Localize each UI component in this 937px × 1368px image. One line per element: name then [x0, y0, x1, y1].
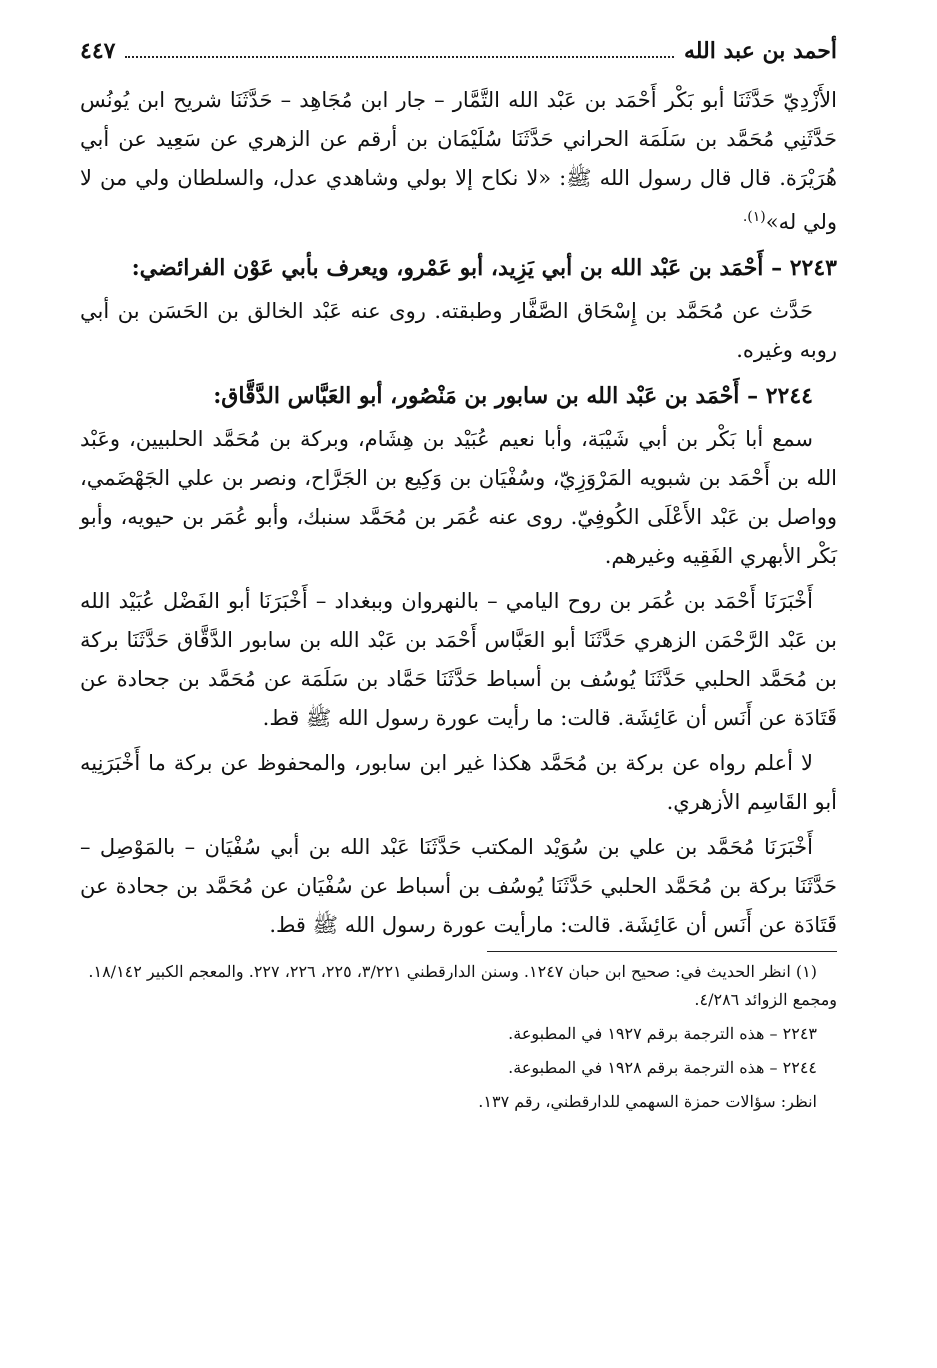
paragraph-hadith-1-text: الأَزْدِيّ حَدَّثَنَا أبو بَكْر أَحْمَد بن عَبْد الله التَّمَّار – جار ابن مُجَاهِد – حَدَّثَنَا شريح ابن يُونُس حَدَّثَنِي مُحَمَّد بن سَلَمَة الحراني حَدَّثَنَا سُلَيْمَان بن أرقم عن الزهري عن سَعِيد عن أبي هُرَيْرَة. قال قال رسول الله ﷺ: «لا نكاح إلا بولي وشاهدي عدل، والسلطان ولي من لا ولي له» — [80, 88, 837, 234]
entry-2244-heading: ٢٢٤٤ – أَحْمَد بن عَبْد الله بن سابور بن مَنْصُور، أبو العَبَّاس الدَّقَّاق: — [213, 383, 813, 409]
running-title: أحمد بن عبد الله — [683, 38, 837, 64]
footnote-2244: ٢٢٤٤ – هذه الترجمة برقم ١٩٢٨ في المطبوعة. — [508, 1058, 817, 1077]
entry-2244-isnad-1: أَخْبَرَنَا أَحْمَد بن عُمَر بن روح اليامي – بالنهروان وببغداد – أَخْبَرَنَا أبو الفَضْل عُبَيْد الله بن عَبْد الرَّحْمَن الزهري حَدَّثَنَا أبو العَبَّاس أَحْمَد بن عَبْد الله بن سابور الدَّقَّاق حَدَّثَنَا بركة بن مُحَمَّد الحلبي حَدَّثَنَا يُوسُف بن أسباط حَدَّثَنَا حَمَّاد بن سَلَمَة عن مُحَمَّد بن جحادة عن قَتَادَة عن أَنَس أن عَائِشَة. قالت: ما رأيت عورة رسول الله ﷺ قط. — [80, 589, 837, 730]
footnote-marker-1: (١). — [742, 209, 766, 225]
entry-2244-isnad-2: أَخْبَرَنَا مُحَمَّد بن علي بن سُوَيْد المكتب حَدَّثَنَا عَبْد الله بن أبي سُفْيَان – بالمَوْصِل – حَدَّثَنَا بركة بن مُحَمَّد الحلبي حَدَّثَنَا يُوسُف بن أسباط عن سُفْيَان عن مُحَمَّد بن جحادة عن قَتَادَة عن أَنَس أن عَائِشَة. قالت: مارأيت عورة رسول الله ﷺ قط. — [80, 835, 837, 937]
footnotes — [80, 958, 837, 1116]
footnote-2243: ٢٢٤٣ – هذه الترجمة برقم ١٩٢٧ في المطبوعة. — [508, 1024, 817, 1043]
running-header — [80, 38, 837, 81]
entry-2244-comment: لا أعلم رواه عن بركة بن مُحَمَّد هكذا غير ابن سابور، والمحفوظ عن بركة ما أَخْبَرَنِيه أبو القَاسِم الأزهري. — [80, 751, 837, 814]
entry-2243-heading: ٢٢٤٣ – أَحْمَد بن عَبْد الله بن أبي يَزِيد، أبو عَمْرو، ويعرف بأبي عَوْن الفرائضي: — [131, 255, 837, 281]
footnote-1: (١) انظر الحديث في: صحيح ابن حبان ١٢٤٧. وسنن الدارقطني ٣/٢٢١، ٢٢٥، ٢٢٦، ٢٢٧. والمعجم الكبير ١٨/١٤٢. ومجمع الزوائد ٤/٢٨٦. — [88, 962, 837, 1009]
footnote-separator — [487, 951, 837, 952]
header-leader-dots — [125, 56, 674, 58]
paragraph-hadith-1 — [80, 81, 837, 242]
entry-2243-text: حَدَّث عن مُحَمَّد بن إِسْحَاق الصَّفَّار وطبقته. روى عنه عَبْد الخالق بن الحَسَن بن أبي روبه وغيره. — [80, 299, 837, 362]
footnote-reference: انظر: سؤالات حمزة السهمي للدارقطني، رقم ١٣٧. — [478, 1092, 817, 1111]
page-number: ٤٤٧ — [80, 38, 116, 64]
entry-2244-text: سمع أبا بَكْر بن أبي شَيْبَة، وأبا نعيم عُبَيْد بن هِشَام، وبركة بن مُحَمَّد الحلبيين، وعَبْد الله بن أَحْمَد بن شبويه المَرْوَزِيّ، وسُفْيَان بن وَكِيع بن الجَرَّاح، ونصر بن علي الجَهْضَمي، وواصل بن عَبْد الأَعْلَى الكُوفِيّ. روى عنه عُمَر بن مُحَمَّد سنبك، وأبو عُمَر بن حيويه، وأبو بَكْر الأبهري الفَقِيه وغيرهم. — [80, 427, 837, 568]
